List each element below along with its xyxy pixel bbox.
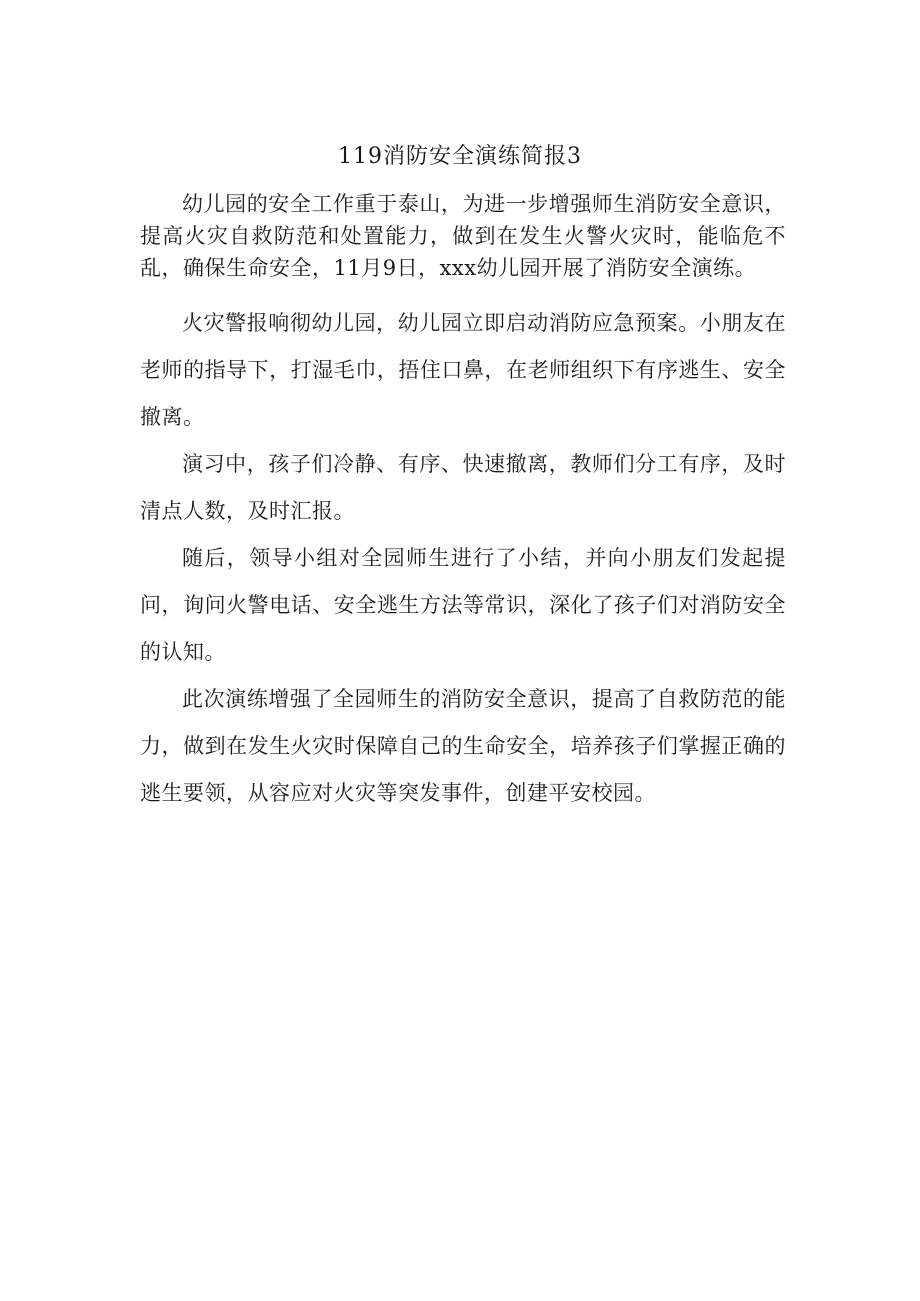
document-body (140, 188, 786, 817)
paragraph-2: 火灾警报响彻幼儿园，幼儿园立即启动消防应急预案。小朋友在老师的指导下，打湿毛巾，捂住口鼻，在老师组织下有序逃生、安全撤离。 (140, 311, 786, 429)
document-title: 119消防安全演练简报3 (338, 144, 582, 169)
paragraph-1: 幼儿园的安全工作重于泰山，为进一步增强师生消防安全意识，提高火灾自救防范和处置能力，做到在发生火警火灾时，能临危不乱，确保生命安全，11月9日，xxx幼儿园开展了消防安全演练。 (140, 192, 786, 280)
paragraph-3: 演习中，孩子们冷静、有序、快速撤离，教师们分工有序，及时清点人数，及时汇报。 (140, 452, 786, 523)
paragraph-5: 此次演练增强了全园师生的消防安全意识，提高了自救防范的能力，做到在发生火灾时保障自己的生命安全，培养孩子们掌握正确的逃生要领，从容应对火灾等突发事件，创建平安校园。 (140, 687, 786, 805)
paragraph-4: 随后，领导小组对全园师生进行了小结，并向小朋友们发起提问，询问火警电话、安全逃生方法等常识，深化了孩子们对消防安全的认知。 (140, 546, 786, 664)
